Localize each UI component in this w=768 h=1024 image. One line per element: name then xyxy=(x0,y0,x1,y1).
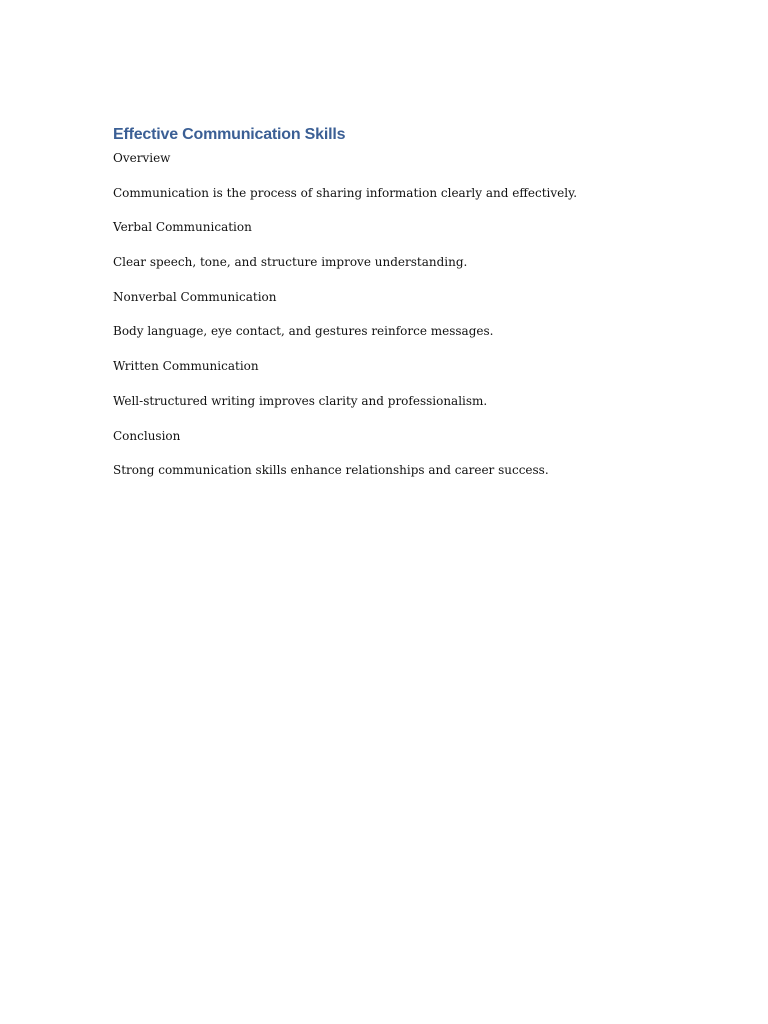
heading-written: Written Communication xyxy=(113,359,259,374)
heading-overview: Overview xyxy=(113,151,171,165)
heading-verbal: Verbal Communication xyxy=(113,220,252,235)
paragraph-nonverbal: Body language, eye contact, and gestures reinforce messages. xyxy=(113,324,494,339)
paragraph-conclusion: Strong communication skills enhance relationships and career success. xyxy=(113,463,549,478)
paragraph-verbal: Clear speech, tone, and structure improve understanding. xyxy=(113,255,468,270)
document-title: Effective Communication Skills xyxy=(113,126,346,143)
paragraph-written: Well-structured writing improves clarity and professionalism. xyxy=(113,393,488,408)
heading-nonverbal: Nonverbal Communication xyxy=(113,289,277,304)
paragraph-overview: Communication is the process of sharing information clearly and effectively. xyxy=(113,185,578,200)
heading-conclusion: Conclusion xyxy=(113,428,181,443)
document-page xyxy=(113,124,693,478)
